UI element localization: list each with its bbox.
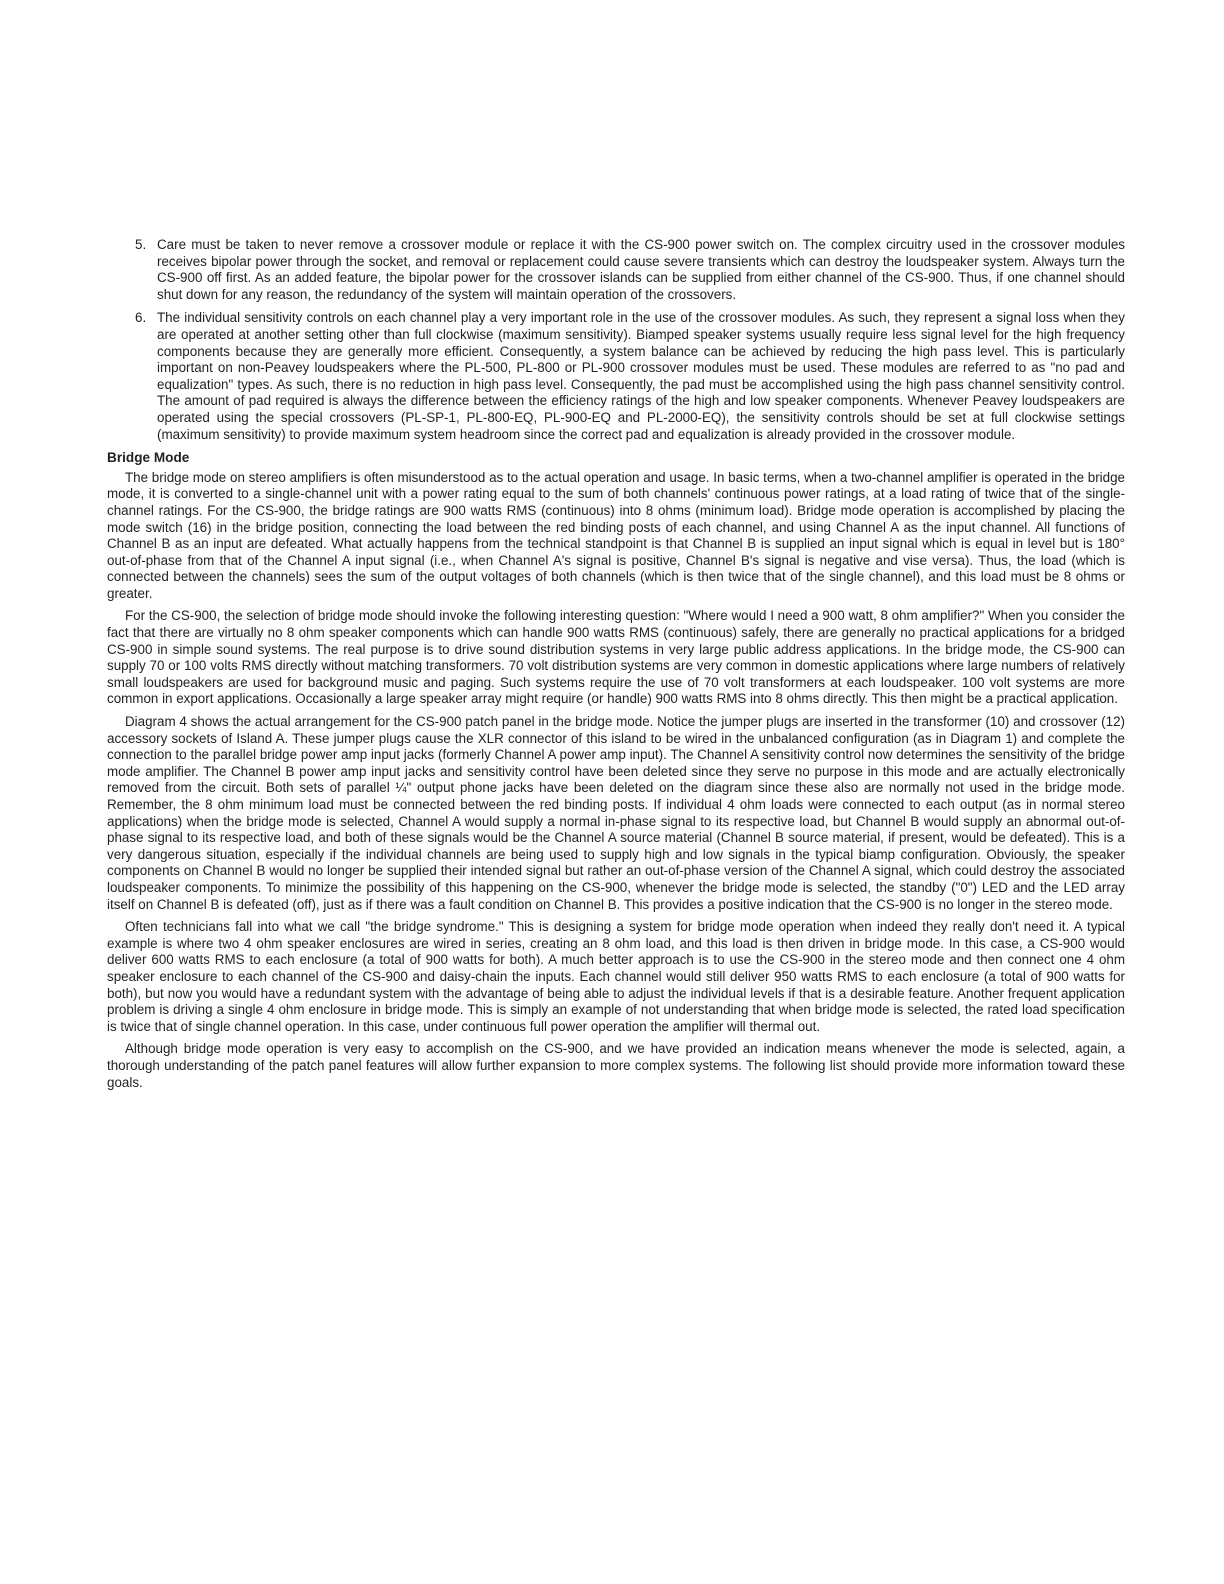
body-paragraph: Although bridge mode operation is very easy to accomplish on the CS-900, and we have provided an indication means whenever the mode is selected, again, a thorough understanding of the patch panel features will allow further expansion to more complex systems. The following list should provide more information toward these goals. [107, 1041, 1125, 1090]
document-page [107, 237, 1125, 1097]
list-item-number: 5. [135, 237, 147, 252]
list-item [135, 237, 1125, 303]
body-paragraph: For the CS-900, the selection of bridge mode should invoke the following interesting question: "Where would I need a 900 watt, 8 ohm amplifier?" When you consider the fact that there are virtually no 8 ohm speaker components which can handle 900 watts RMS (continuous) safely, there are generally no practical applications for a bridged CS-900 in simple sound systems. The real purpose is to drive sound distribution systems in very large public address applications. In the bridge mode, the CS-900 can supply 70 or 100 volts RMS directly without matching transformers. 70 volt distribution systems are very common in domestic applications where large numbers of relatively small loudspeakers are used for background music and paging. Such systems require the use of 70 volt transformers at each loudspeaker. 100 volt systems are more common in export applications. Occasionally a large speaker array might require (or handle) 900 watts RMS into 8 ohms directly. This then might be a practical application. [107, 608, 1125, 707]
list-item [135, 310, 1125, 443]
list-item-number: 6. [135, 310, 147, 326]
list-item-text: Care must be taken to never remove a crossover module or replace it with the CS-900 power switch on. The complex circuitry used in the crossover modules receives bipolar power through the socket, and removal or replacement could cause severe transients which can destroy the loudspeaker system. Always turn the CS-900 off first. As an added feature, the bipolar power for the crossover islands can be supplied from either channel of the CS-900. Thus, if one channel should shut down for any reason, the redundancy of the system will maintain operation of the crossovers. [157, 237, 1125, 302]
list-item-text: The individual sensitivity controls on each channel play a very important role in the use of the crossover modules. As such, they represent a signal loss when they are operated at another setting other than full clockwise (maximum sensitivity). Biamped speaker systems usually require less signal level for the high frequency components because they are generally more efficient. Consequently, a system balance can be achieved by reducing the high pass level. This is particularly important on non-Peavey loudspeakers where the PL-500, PL-800 or PL-900 crossover modules must be used. These modules are referred to as "no pad and equalization" types. As such, there is no reduction in high pass level. Consequently, the pad must be accomplished using the high pass channel sensitivity control. The amount of pad required is always the difference between the efficiency ratings of the high and low speaker components. Whenever Peavey loudspeakers are operated using the special crossovers (PL-SP-1, PL-800-EQ, PL-900-EQ and PL-2000-EQ), the sensitivity controls should be set at full clockwise settings (maximum sensitivity) to provide maximum system headroom since the correct pad and equalization is already provided in the crossover module. [157, 310, 1125, 442]
body-paragraph: The bridge mode on stereo amplifiers is often misunderstood as to the actual operation and usage. In basic terms, when a two-channel amplifier is operated in the bridge mode, it is converted to a single-channel unit with a power rating equal to the sum of both channels' continuous power ratings, at a load rating of twice that of the single-channel ratings. For the CS-900, the bridge ratings are 900 watts RMS (continuous) into 8 ohms (minimum load). Bridge mode operation is accomplished by placing the mode switch (16) in the bridge position, connecting the load between the red binding posts of each channel, and using Channel A as the input channel. All functions of Channel B as an input are defeated. What actually happens from the technical standpoint is that Channel B is supplied an input signal which is equal in level but is 180° out-of-phase from that of the Channel A input signal (i.e., when Channel A's signal is positive, Channel B's signal is negative and vise versa). Thus, the load (which is connected between the channels) sees the sum of the output voltages of both channels (which is then twice that of the single channel), and this load must be 8 ohms or greater. [107, 469, 1125, 601]
section-heading: Bridge Mode [107, 450, 190, 466]
body-paragraph: Diagram 4 shows the actual arrangement for the CS-900 patch panel in the bridge mode. Notice the jumper plugs are inserted in the transformer (10) and crossover (12) accessory sockets of Island A. These jumper plugs cause the XLR connector of this island to be wired in the unbalanced configuration (as in Diagram 1) and complete the connection to the parallel bridge power amp input jacks (formerly Channel A power amp input). The Channel A sensitivity control now determines the sensitivity of the bridge mode amplifier. The Channel B power amp input jacks and sensitivity control have been deleted since they serve no purpose in this mode and are actually electronically removed from the circuit. Both sets of parallel ¼" output phone jacks have been deleted on the diagram since these also are normally not used in the bridge mode. Remember, the 8 ohm minimum load must be connected between the red binding posts. If individual 4 ohm loads were connected to each output (as in normal stereo applications) when the bridge mode is selected, Channel A would supply a normal in-phase signal to its respective load, but Channel B would supply an abnormal out-of-phase signal to its respective load, and both of these signals would be the Channel A source material (Channel B source material, if present, would be defeated). This is a very dangerous situation, especially if the individual channels are being used to supply high and low signals in the typical biamp configuration. Obviously, the speaker components on Channel B would no longer be supplied their intended signal but rather an out-of-phase version of the Channel A signal, which could destroy the associated loudspeaker components. To minimize the possibility of this happening on the CS-900, whenever the bridge mode is selected, the standby ("0") LED and the LED array itself on Channel B is defeated (off), just as if there was a fault condition on Channel B. This provides a positive indication that the CS-900 is no longer in the stereo mode. [107, 714, 1125, 912]
body-paragraph: Often technicians fall into what we call "the bridge syndrome." This is designing a system for bridge mode operation when indeed they really don't need it. A typical example is where two 4 ohm speaker enclosures are wired in series, creating an 8 ohm load, and this load is then driven in bridge mode. In this case, a CS-900 would deliver 600 watts RMS to each enclosure (a total of 900 watts for both). A much better approach is to use the CS-900 in the stereo mode and then connect one 4 ohm speaker enclosure to each channel of the CS-900 and daisy-chain the inputs. Each channel would still deliver 950 watts RMS to each enclosure (a total of 900 watts for both), but now you would have a redundant system with the advantage of being able to adjust the individual levels if that is a desirable feature. Another frequent application problem is driving a single 4 ohm enclosure in bridge mode. This is simply an example of not understanding that when bridge mode is selected, the rated load specification is twice that of single channel operation. In this case, under continuous full power operation the amplifier will thermal out. [107, 919, 1125, 1034]
